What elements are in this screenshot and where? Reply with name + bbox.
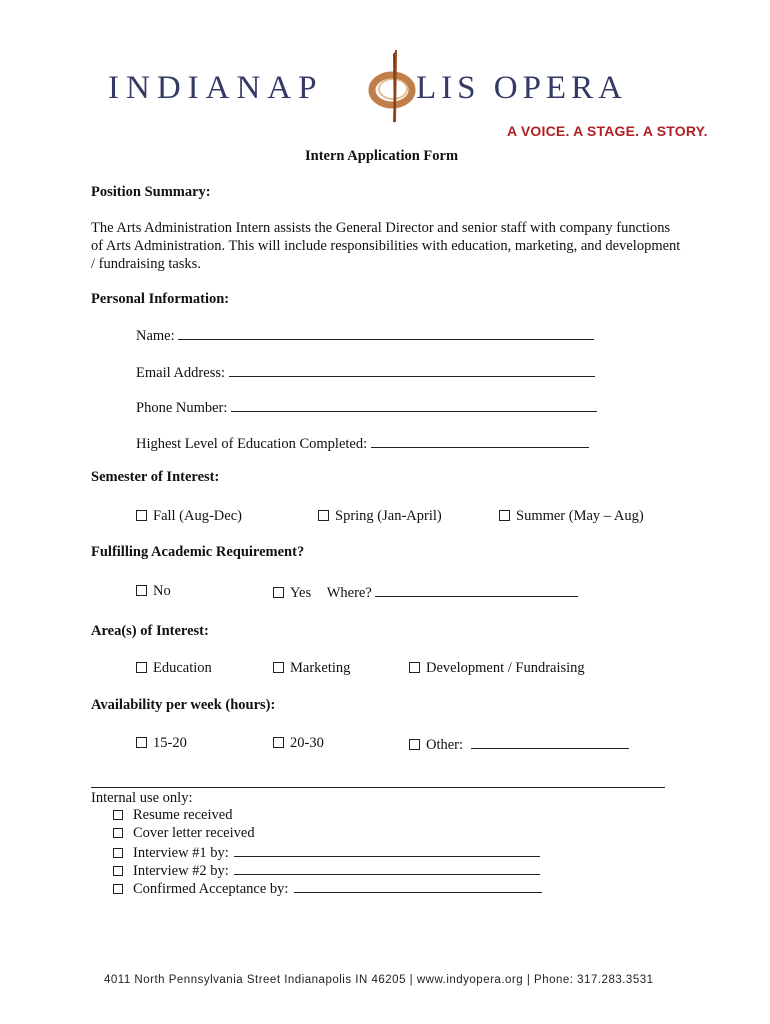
email-field-row — [136, 363, 595, 382]
checkbox[interactable] — [136, 662, 147, 673]
area-option-marketing[interactable]: Marketing — [273, 660, 350, 677]
checkbox[interactable] — [409, 739, 420, 750]
position-summary-heading: Position Summary: — [91, 184, 211, 200]
checkbox[interactable] — [318, 510, 329, 521]
checkbox[interactable] — [136, 585, 147, 596]
academic-heading: Fulfilling Academic Requirement? — [91, 544, 305, 560]
semester-heading: Semester of Interest: — [91, 469, 220, 485]
availability-option-20-30[interactable]: 20-30 — [273, 735, 324, 752]
where-label: Where? — [326, 585, 372, 601]
where-input-line[interactable] — [375, 583, 578, 597]
semester-option-fall[interactable]: Fall (Aug-Dec) — [136, 508, 242, 525]
logo-text-left: INDIANAP — [108, 70, 324, 106]
education-input-line[interactable] — [371, 434, 589, 448]
availability-option-15-20[interactable]: 15-20 — [136, 735, 187, 752]
checkbox[interactable] — [273, 737, 284, 748]
checkbox[interactable] — [409, 662, 420, 673]
checkbox[interactable] — [136, 737, 147, 748]
footer-contact: 4011 North Pennsylvania Street Indianapolis IN 46205 | www.indyopera.org | Phone: 317.283.3531 — [104, 974, 654, 986]
availability-heading: Availability per week (hours): — [91, 697, 276, 713]
academic-option-no[interactable]: No — [136, 583, 171, 600]
internal-item-cover-letter[interactable]: Cover letter received — [113, 825, 255, 842]
checkbox[interactable] — [113, 828, 123, 838]
checkbox[interactable] — [499, 510, 510, 521]
education-field-row — [136, 434, 589, 453]
name-label: Name: — [136, 328, 179, 344]
checkbox[interactable] — [273, 587, 284, 598]
internal-item-interview-2[interactable]: Interview #2 by: — [113, 861, 540, 880]
checkbox[interactable] — [113, 848, 123, 858]
area-option-development[interactable]: Development / Fundraising — [409, 660, 585, 677]
phone-field-row — [136, 398, 597, 417]
checkbox[interactable] — [113, 866, 123, 876]
phone-input-line[interactable] — [231, 398, 597, 412]
email-input-line[interactable] — [229, 363, 595, 377]
confirmed-input-line[interactable] — [294, 879, 542, 893]
email-label: Email Address: — [136, 365, 229, 381]
section-divider — [91, 787, 665, 788]
internal-use-heading: Internal use only: — [91, 790, 193, 806]
education-label: Highest Level of Education Completed: — [136, 436, 371, 452]
internal-item-interview-1[interactable]: Interview #1 by: — [113, 843, 540, 862]
personal-info-heading: Personal Information: — [91, 291, 230, 307]
checkbox[interactable] — [113, 884, 123, 894]
checkbox[interactable] — [136, 510, 147, 521]
position-summary-body: The Arts Administration Intern assists the General Director and senior staff with company functions of Arts Administration. This will include responsibilities with education, marketing, and development / fundraising tasks. — [91, 220, 681, 272]
academic-option-yes[interactable]: Yes Where? — [273, 583, 578, 602]
semester-option-summer[interactable]: Summer (May – Aug) — [499, 508, 644, 525]
name-input-line[interactable] — [178, 326, 594, 340]
checkbox[interactable] — [113, 810, 123, 820]
checkbox[interactable] — [273, 662, 284, 673]
tagline: A VOICE. A STAGE. A STORY. — [507, 123, 708, 139]
logo-text-right: LIS OPERA — [416, 70, 627, 106]
area-option-education[interactable]: Education — [136, 660, 212, 677]
o-emblem-brush-icon — [360, 48, 424, 126]
areas-heading: Area(s) of Interest: — [91, 623, 209, 639]
interview-1-input-line[interactable] — [234, 843, 540, 857]
interview-2-input-line[interactable] — [234, 861, 540, 875]
availability-option-other[interactable]: Other: — [409, 735, 629, 754]
other-hours-input-line[interactable] — [471, 735, 629, 749]
organization-logo — [108, 48, 668, 128]
internal-item-confirmed[interactable]: Confirmed Acceptance by: — [113, 879, 542, 898]
semester-option-spring[interactable]: Spring (Jan-April) — [318, 508, 442, 525]
internal-item-resume[interactable]: Resume received — [113, 807, 232, 824]
phone-label: Phone Number: — [136, 400, 232, 416]
form-title: Intern Application Form — [305, 148, 459, 164]
name-field-row — [136, 326, 594, 345]
